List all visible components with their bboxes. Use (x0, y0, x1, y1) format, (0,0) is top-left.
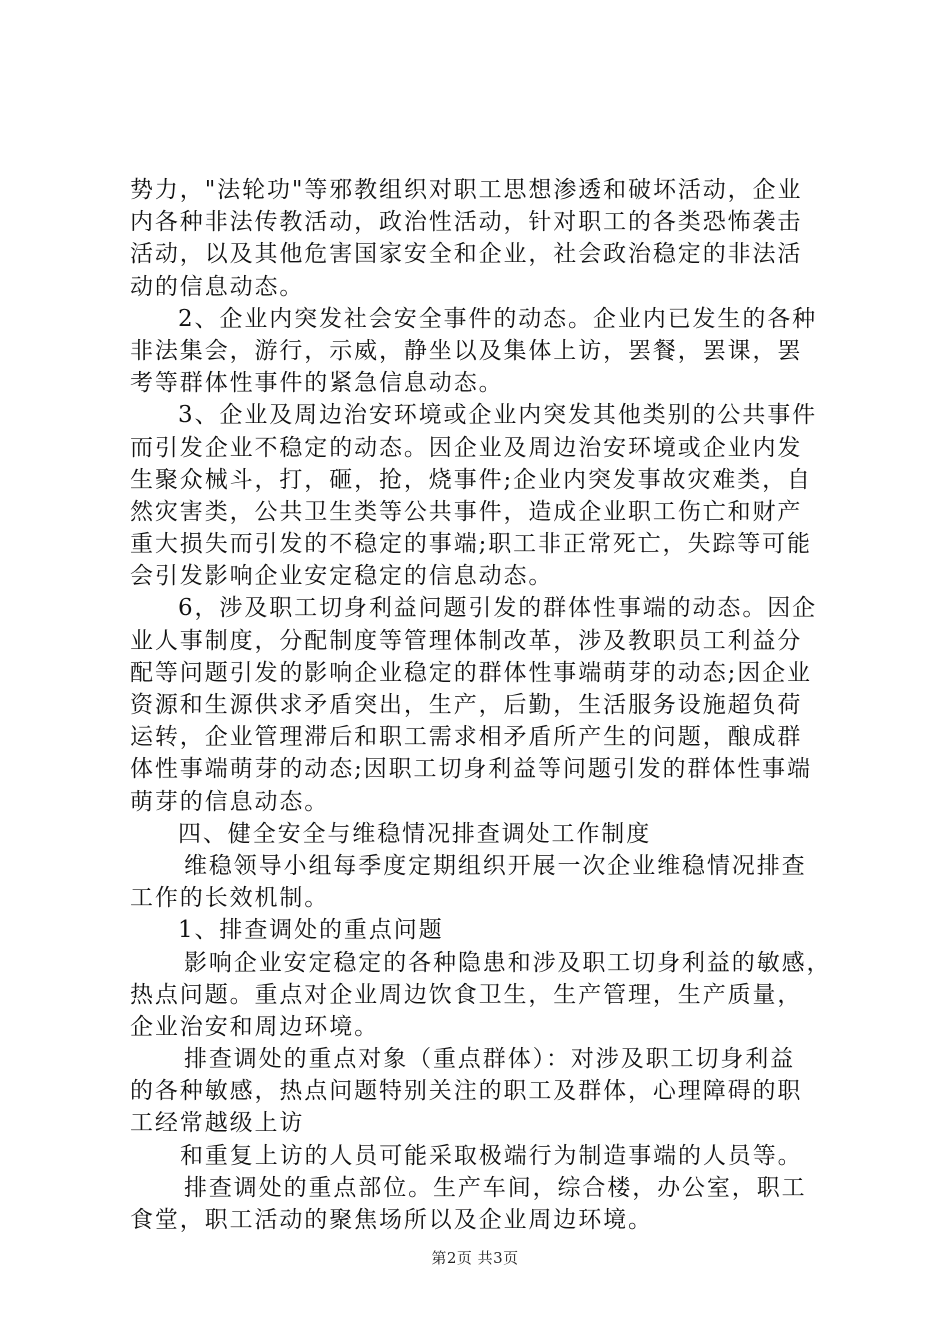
text-line: 非法集会，游行，示威，静坐以及集体上访，罢餐，罢课，罢 (130, 337, 803, 364)
text-line: 会引发影响企业安定稳定的信息动态。 (130, 563, 554, 590)
text-line: 体性事端萌芽的动态;因职工切身利益等问题引发的群体性事端 (130, 756, 812, 783)
text-line: 萌芽的信息动态。 (130, 788, 330, 815)
text-line: 食堂，职工活动的聚焦场所以及企业周边环境。 (130, 1207, 653, 1233)
page-number-footer: 第2页 共3页 (431, 1249, 519, 1267)
text-line: 内各种非法传教活动，政治性活动，针对职工的各类恐怖袭击 (130, 209, 803, 236)
text-line: 3、企业及周边治安环境或企业内突发其他类别的公共事件 (178, 402, 818, 429)
text-line: 的各种敏感，热点问题特别关注的职工及群体，心理障碍的职 (130, 1078, 803, 1105)
text-line: 和重复上访的人员可能采取极端行为制造事端的人员等。 (180, 1142, 803, 1169)
text-line: 热点问题。重点对企业周边饮食卫生，生产管理，生产质量， (130, 981, 803, 1008)
text-line: 生聚众械斗，打，砸，抢，烧事件;企业内突发事故灾难类，自 (130, 466, 812, 493)
text-line: 考等群体性事件的紧急信息动态。 (130, 370, 504, 397)
text-line: 6，涉及职工切身利益问题引发的群体性事端的动态。因企 (178, 595, 818, 622)
text-line: 运转，企业管理滞后和职工需求相矛盾所产生的问题，酿成群 (130, 724, 803, 751)
text-line: 工经常越级上访 (130, 1110, 305, 1137)
subsection-heading: 1、排查调处的重点问题 (178, 917, 444, 944)
text-line: 活动，以及其他危害国家安全和企业，社会政治稳定的非法活 (130, 241, 803, 268)
text-line: 然灾害类，公共卫生类等公共事件，造成企业职工伤亡和财产 (130, 498, 803, 525)
text-line: 工作的长效机制。 (130, 885, 330, 912)
text-line: 影响企业安定稳定的各种隐患和涉及职工切身利益的敏感， (184, 949, 832, 976)
text-line: 资源和生源供求矛盾突出，生产，后勤，生活服务设施超负荷 (130, 692, 803, 718)
text-line: 动的信息动态。 (130, 273, 305, 300)
text-line: 而引发企业不稳定的动态。因企业及周边治安环境或企业内发 (130, 434, 803, 461)
section-heading: 四、健全安全与维稳情况排查调处工作制度 (178, 820, 652, 847)
text-line: 2、企业内突发社会安全事件的动态。企业内已发生的各种 (178, 305, 818, 332)
text-line: 业人事制度，分配制度等管理体制改革，涉及教职员工利益分 (130, 627, 803, 654)
text-line: 排查调处的重点对象（重点群体）：对涉及职工切身利益 (184, 1046, 795, 1073)
text-line: 维稳领导小组每季度定期组织开展一次企业维稳情况排查 (184, 852, 807, 879)
text-line: 势力，"法轮功"等邪教组织对职工思想渗透和破坏活动，企业 (130, 177, 803, 203)
document-body (130, 174, 840, 1236)
text-line: 企业治安和周边环境。 (130, 1013, 379, 1040)
text-line: 重大损失而引发的不稳定的事端;职工非正常死亡，失踪等可能 (130, 531, 812, 558)
text-line: 排查调处的重点部位。生产车间，综合楼，办公室，职工 (184, 1174, 807, 1201)
text-line: 配等问题引发的影响企业稳定的群体性事端萌芽的动态;因企业 (130, 659, 812, 686)
